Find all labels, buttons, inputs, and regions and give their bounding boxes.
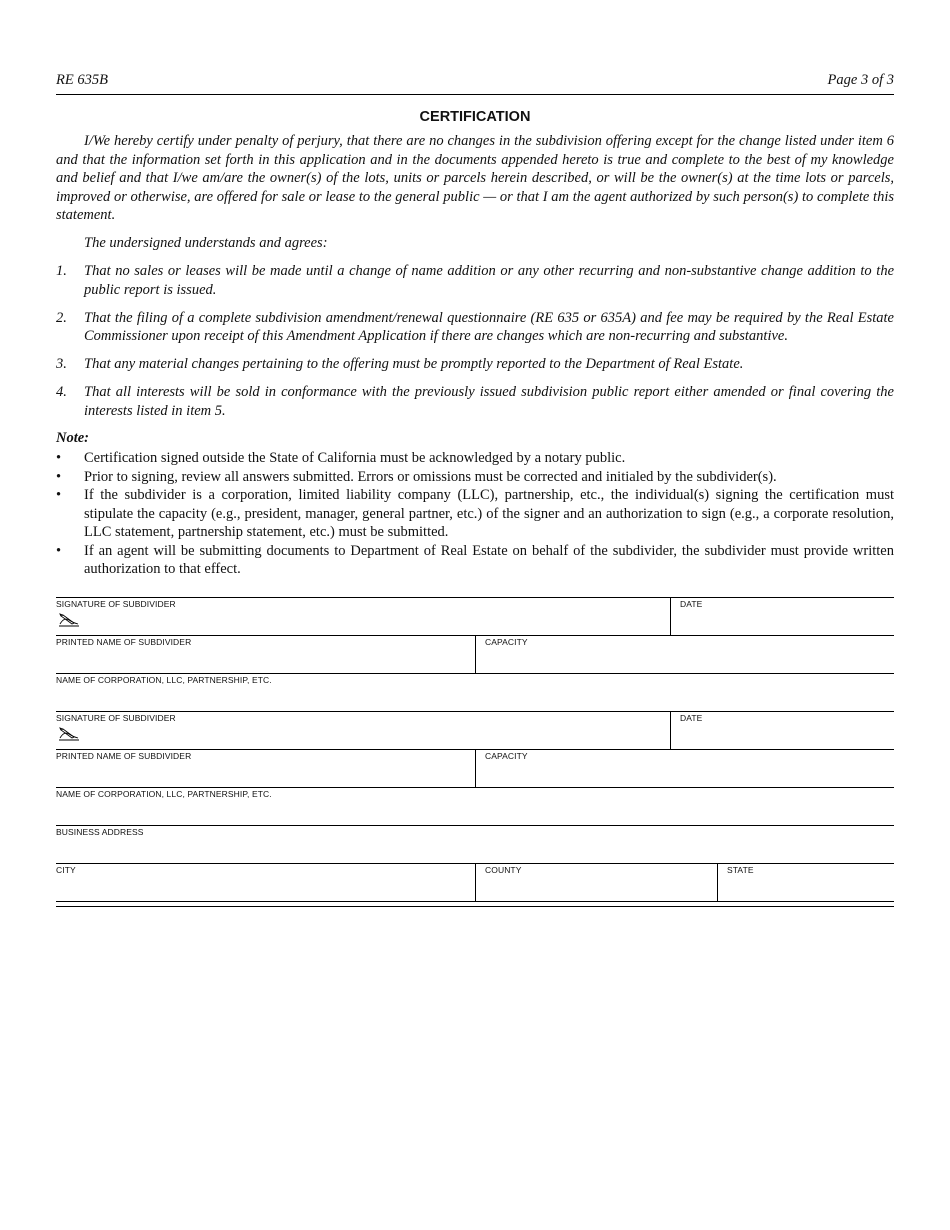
form-id: RE 635B <box>56 72 108 88</box>
business-address-field[interactable] <box>56 826 894 863</box>
printed-name-field-2[interactable] <box>56 750 475 787</box>
bullet: • <box>56 487 62 503</box>
corporation-label: NAME OF CORPORATION, LLC, PARTNERSHIP, ETC. <box>56 675 272 685</box>
agrees-heading: The undersigned understands and agrees: <box>84 235 328 251</box>
pen-signature-icon <box>58 725 80 741</box>
name-capacity-row <box>56 635 894 673</box>
note-item <box>56 486 894 542</box>
certification-statement: I/We hereby certify under penalty of perjury, that there are no changes in the subdivision offering except for the change listed under item 6 and that the information set forth in this application and in the documents appended hereto is true and complete to the best of my knowledge and belief and that I/we am/are the owner(s) of the lots, units or parcels herein described, or will be the owner(s) at the time lots or parcels, improved or otherwise, are offered for sale or lease to the general public — or that I am the agent authorized by such person(s) to complete this statement. <box>56 133 894 223</box>
note-item <box>56 542 894 579</box>
date-field-2[interactable] <box>670 712 894 749</box>
page-header <box>56 72 894 95</box>
corporation-row <box>56 673 894 711</box>
date-field-1[interactable] <box>670 598 894 635</box>
item-number: 3. <box>56 356 67 372</box>
item-text: That any material changes pertaining to the offering must be promptly reported to the Department of Real Estate. <box>84 356 744 372</box>
signature-label: SIGNATURE OF SUBDIVIDER <box>56 599 176 609</box>
city-county-state-row <box>56 863 894 901</box>
agreement-item <box>56 262 894 299</box>
corporation-field-2[interactable] <box>56 788 894 825</box>
item-text: That no sales or leases will be made until a change of name addition or any other recurring and non-substantive change addition to the public report is issued. <box>84 263 894 298</box>
corporation-label: NAME OF CORPORATION, LLC, PARTNERSHIP, ETC. <box>56 789 272 799</box>
note-label: Note: <box>56 430 90 446</box>
note-item <box>56 468 894 487</box>
corporation-row <box>56 787 894 825</box>
county-field[interactable] <box>475 864 717 901</box>
city-field[interactable] <box>56 864 475 901</box>
note-text: Prior to signing, review all answers submitted. Errors or omissions must be corrected and initialed by the subdivider(s). <box>84 468 777 485</box>
state-field[interactable] <box>717 864 894 901</box>
note-text: If an agent will be submitting documents to Department of Real Estate on behalf of the subdivider, the subdivider must provide written authorization to that effect. <box>84 542 894 577</box>
agreement-item <box>56 383 894 420</box>
capacity-label: CAPACITY <box>485 751 528 761</box>
agreement-list <box>56 262 894 430</box>
county-label: COUNTY <box>485 865 522 875</box>
bullet: • <box>56 542 62 559</box>
city-label: CITY <box>56 865 76 875</box>
date-label: DATE <box>680 713 703 723</box>
date-label: DATE <box>680 599 703 609</box>
agreement-item <box>56 355 894 374</box>
section-title: CERTIFICATION <box>419 109 531 125</box>
pen-signature-icon <box>58 611 80 627</box>
item-number: 2. <box>56 309 67 326</box>
signature-field-1[interactable] <box>56 598 670 635</box>
note-item <box>56 449 894 468</box>
signature-label: SIGNATURE OF SUBDIVIDER <box>56 713 176 723</box>
business-address-row <box>56 825 894 863</box>
note-text: If the subdivider is a corporation, limited liability company (LLC), partnership, etc., the individual(s) signing the certification must stipulate the capacity (e.g., president, manager, general partner, etc.) of the signer and an authorization to sign (e.g., a corporate resolution, LLC statement, partnership statement, etc.) must be submitted. <box>84 487 894 540</box>
corporation-field-1[interactable] <box>56 674 894 711</box>
item-text: That the filing of a complete subdivision amendment/renewal questionnaire (RE 635 or 635A) and fee may be required by the Real Estate Commissioner upon receipt of this Amendment Application if there are changes which are non-recurring and substantive. <box>84 309 894 344</box>
signature-row <box>56 711 894 749</box>
signature-field-2[interactable] <box>56 712 670 749</box>
business-address-label: BUSINESS ADDRESS <box>56 827 144 837</box>
capacity-field-1[interactable] <box>475 636 894 673</box>
bullet: • <box>56 468 62 485</box>
printed-name-label: PRINTED NAME OF SUBDIVIDER <box>56 637 192 647</box>
agreement-item <box>56 309 894 346</box>
name-capacity-row <box>56 749 894 787</box>
page-number: Page 3 of 3 <box>827 72 894 88</box>
item-number: 4. <box>56 384 67 400</box>
state-label: STATE <box>727 865 754 875</box>
signature-row <box>56 597 894 635</box>
item-number: 1. <box>56 263 67 279</box>
signature-form <box>56 597 894 907</box>
printed-name-field-1[interactable] <box>56 636 475 673</box>
form-end-double-rule <box>56 901 894 907</box>
notes-list <box>56 449 894 579</box>
item-text: That all interests will be sold in conformance with the previously issued subdivision public report either amended or final covering the interests listed in item 5. <box>84 384 894 419</box>
note-text: Certification signed outside the State of California must be acknowledged by a notary public. <box>84 450 626 466</box>
capacity-field-2[interactable] <box>475 750 894 787</box>
printed-name-label: PRINTED NAME OF SUBDIVIDER <box>56 751 192 761</box>
bullet: • <box>56 450 62 466</box>
capacity-label: CAPACITY <box>485 637 528 647</box>
